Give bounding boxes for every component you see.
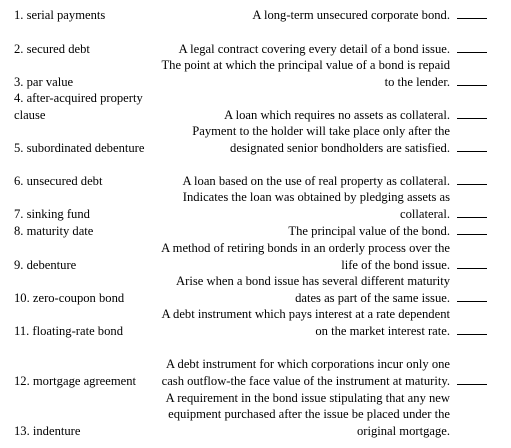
- term-item: 13. indenture: [14, 423, 81, 438]
- matching-row: [0, 389, 511, 439]
- term-item: 8. maturity date: [14, 223, 94, 238]
- definition-item: Indicates the loan was obtained by pledging assets as collateral.: [182, 190, 450, 221]
- matching-row: [0, 339, 511, 389]
- term-item: 3. par value: [14, 74, 74, 89]
- matching-row: [0, 156, 511, 189]
- matching-row: [0, 273, 511, 306]
- term-item: 1. serial payments: [14, 7, 106, 22]
- definition-item: Payment to the holder will take place only after the designated senior bondholders are satisfied.: [192, 124, 450, 155]
- definition-item: A debt instrument which pays interest at a rate dependent on the market interest rate.: [161, 307, 450, 338]
- term-item: 9. debenture: [14, 257, 77, 272]
- answer-blank[interactable]: [457, 334, 487, 335]
- term-item: 4. after-acquired property clause: [14, 91, 143, 122]
- definition-item: A requirement in the bond issue stipulating that any new equipment purchased after the issue be placed under the original mortgage.: [165, 390, 450, 438]
- answer-blank[interactable]: [457, 384, 487, 385]
- definition-item: A loan which requires no assets as collateral.: [224, 107, 450, 122]
- matching-row: [0, 57, 511, 90]
- term-item: 2. secured debt: [14, 41, 90, 56]
- answer-blank[interactable]: [457, 301, 487, 302]
- term-item: 6. unsecured debt: [14, 173, 103, 188]
- matching-row: [0, 189, 511, 222]
- term-item: 12. mortgage agreement: [14, 373, 137, 388]
- definition-item: Arise when a bond issue has several different maturity dates as part of the same issue.: [176, 274, 450, 305]
- definition-item: A long-term unsecured corporate bond.: [252, 7, 450, 22]
- matching-row: [0, 239, 511, 273]
- definition-item: A legal contract covering every detail of a bond issue.: [178, 41, 450, 56]
- definition-item: A debt instrument for which corporations incur only one cash outflow-the face value of the instrument at maturity.: [161, 357, 450, 388]
- definition-item: A method of retiring bonds in an orderly process over the life of the bond issue.: [161, 241, 450, 272]
- answer-blank[interactable]: [457, 52, 487, 53]
- matching-row: [0, 90, 511, 123]
- definition-item: A loan based on the use of real property as collateral.: [182, 173, 450, 188]
- answer-blank[interactable]: [457, 85, 487, 86]
- matching-row: [0, 306, 511, 339]
- answer-blank[interactable]: [457, 217, 487, 218]
- definition-item: The point at which the principal value of a bond is repaid to the lender.: [161, 58, 450, 89]
- term-item: 7. sinking fund: [14, 206, 90, 221]
- matching-row: [0, 222, 511, 239]
- answer-blank[interactable]: [457, 118, 487, 119]
- matching-row: [0, 6, 511, 23]
- answer-blank[interactable]: [457, 184, 487, 185]
- term-item: 11. floating-rate bond: [14, 323, 123, 338]
- matching-row: [0, 23, 511, 57]
- answer-blank[interactable]: [457, 18, 487, 19]
- definition-item: The principal value of the bond.: [288, 223, 450, 238]
- answer-blank[interactable]: [457, 234, 487, 235]
- answer-blank[interactable]: [457, 151, 487, 152]
- matching-row: [0, 123, 511, 156]
- answer-blank[interactable]: [457, 268, 487, 269]
- term-item: 5. subordinated debenture: [14, 140, 145, 155]
- term-item: 10. zero-coupon bond: [14, 290, 125, 305]
